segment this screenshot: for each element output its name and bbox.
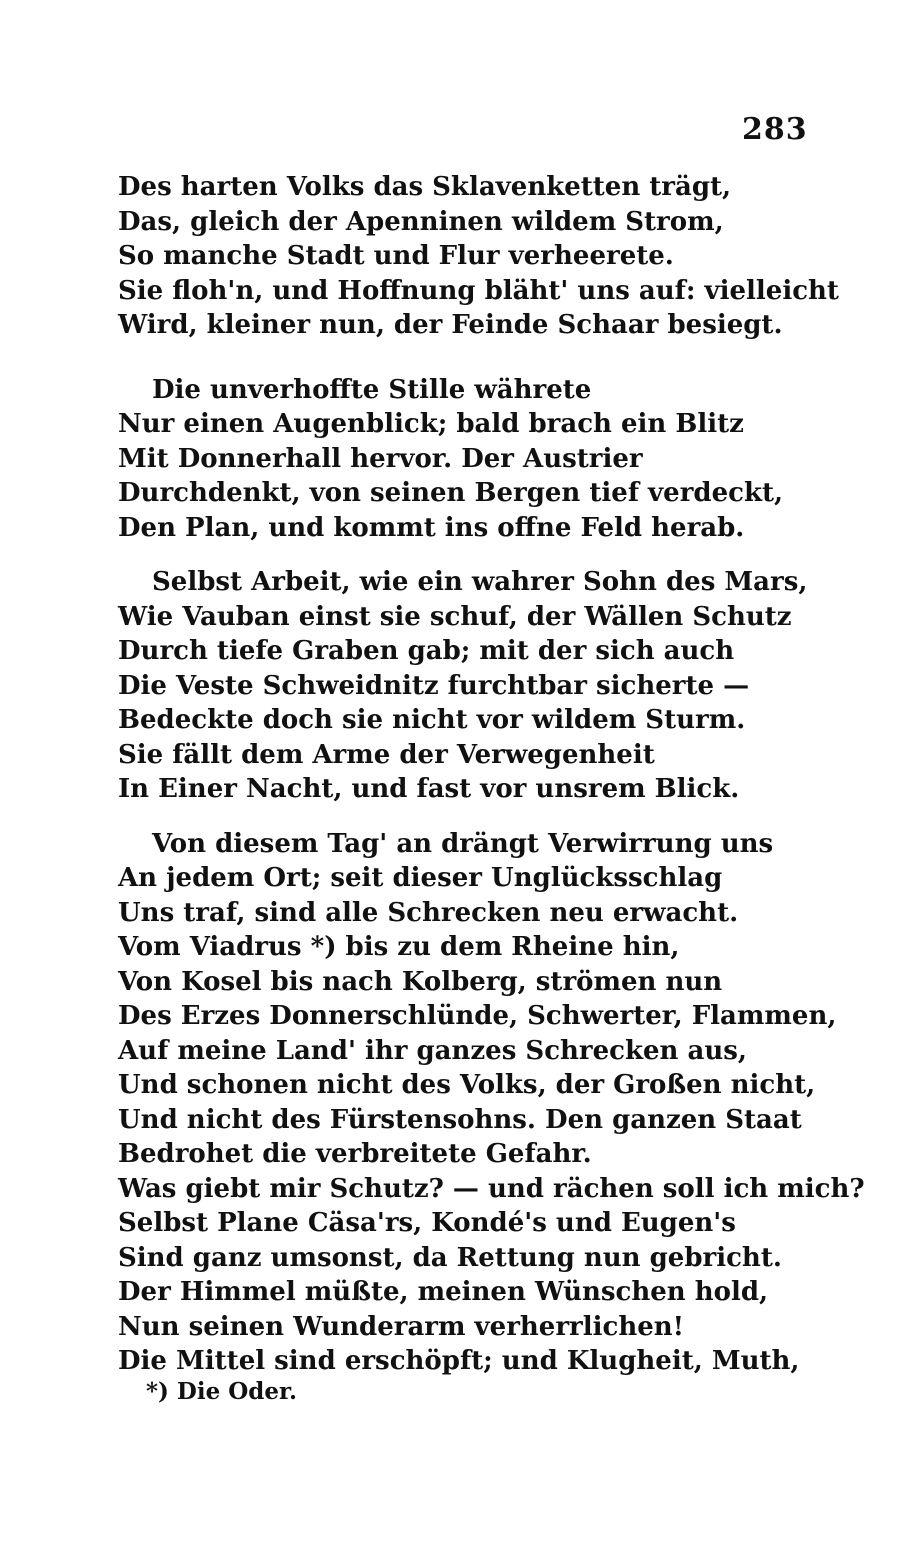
poem-line: Nun seinen Wunderarm verherrlichen!	[118, 1311, 685, 1342]
poem-text	[118, 170, 865, 1399]
poem-line: Das, gleich der Apenninen wildem Strom,	[118, 206, 724, 237]
stanza-2	[118, 373, 818, 546]
poem-line: Wie Vauban einst sie schuf, der Wällen Schutz	[118, 601, 792, 632]
poem-line: So manche Stadt und Flur verheerete.	[118, 241, 674, 271]
poem-line: Von Kosel bis nach Kolberg, strömen nun	[118, 966, 723, 997]
poem-line: Die unverhoffte Stille währete	[152, 374, 592, 405]
poem-line: Der Himmel müßte, meinen Wünschen hold,	[118, 1277, 769, 1307]
poem-line: Durchdenkt, von seinen Bergen tief verdeckt,	[118, 478, 784, 508]
stanza-1	[118, 170, 839, 343]
page-number: 283	[742, 112, 808, 147]
poem-line: Wird, kleiner nun, der Feinde Schaar besiegt.	[118, 310, 783, 340]
poem-line: Bedrohet die verbreitete Gefahr.	[118, 1139, 592, 1169]
poem-line: Von diesem Tag' an drängt Verwirrung uns	[152, 828, 774, 859]
poem-line: Sind ganz umsonst, da Rettung nun gebricht.	[118, 1242, 782, 1273]
poem-line: Und nicht des Fürstensohns. Den ganzen Staat	[118, 1104, 802, 1135]
poem-line: Sie floh'n, und Hoffnung bläht' uns auf: vielleicht	[118, 275, 839, 306]
poem-line: Und schonen nicht des Volks, der Großen nicht,	[118, 1070, 816, 1100]
poem-line: Die Veste Schweidnitz furchtbar sicherte —	[118, 670, 750, 701]
poem-line: Was giebt mir Schutz? — und rächen soll ich mich?	[118, 1173, 865, 1204]
poem-line: An jedem Ort; seit dieser Unglücksschlag	[118, 863, 723, 893]
poem-line: Mit Donnerhall hervor. Der Austrier	[118, 443, 643, 474]
stanza-3	[118, 565, 818, 807]
poem-line: Nur einen Augenblick; bald brach ein Blitz	[118, 409, 744, 439]
poem-line: Die Mittel sind erschöpft; und Klugheit, Muth,	[118, 1346, 800, 1376]
poem-line: Den Plan, und kommt ins offne Feld herab.	[118, 512, 745, 543]
poem-line: Selbst Plane Cäsa'rs, Kondé's und Eugen's	[118, 1208, 736, 1238]
stanza-4	[118, 827, 865, 1379]
poem-line: Des Erzes Donnerschlünde, Schwerter, Flammen,	[118, 1001, 837, 1031]
poem-line: Vom Viadrus *) bis zu dem Rheine hin,	[118, 932, 680, 962]
poem-line: Durch tiefe Graben gab; mit der sich auch	[118, 636, 735, 666]
poem-line: In Einer Nacht, und fast vor unsrem Blick.	[118, 774, 740, 804]
poem-line: Auf meine Land' ihr ganzes Schrecken aus,	[118, 1035, 747, 1066]
poem-line: Selbst Arbeit, wie ein wahrer Sohn des Mars,	[152, 567, 808, 597]
footnote: *) Die Oder.	[146, 1378, 298, 1405]
poem-line: Uns traf, sind alle Schrecken neu erwacht.	[118, 897, 739, 928]
poem-line: Bedeckte doch sie nicht vor wildem Sturm.	[118, 705, 746, 735]
poem-line: Sie fällt dem Arme der Verwegenheit	[118, 739, 655, 770]
poem-line: Des harten Volks das Sklavenketten trägt,	[118, 172, 732, 202]
